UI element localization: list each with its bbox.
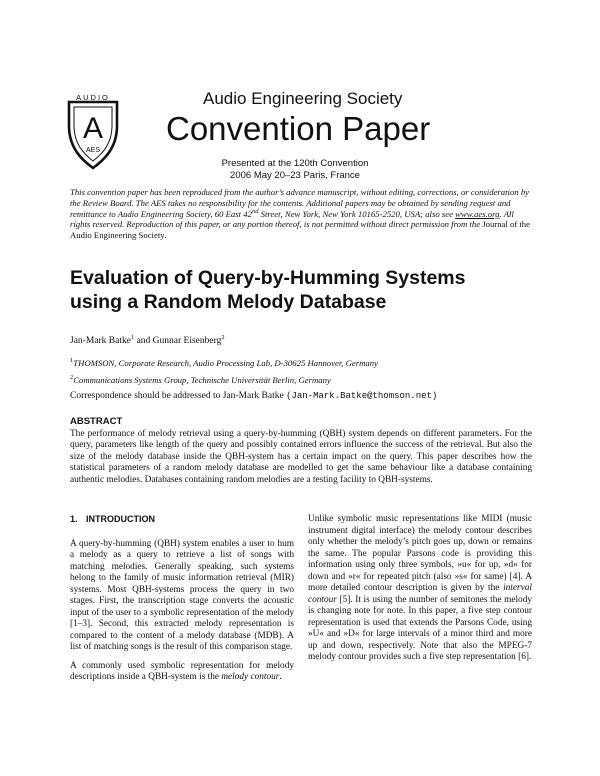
abstract-text: The performance of melody retrieval using a query-by-humming (QBH) system depends on different parameters. For the query, parameters like length of the query and possibly contained errors influence the success of the retrieval. But also the size of the melody database inside the QBH-system has a certain impact on the query. This paper describes how the statistical parameters of a random melody database are modelled to get the same behaviour like a database containing authentic melodies. Databases containing random melodies are a testing facility to QBH-systems. (70, 429, 532, 485)
affiliation-1: $^1$THOMSON, Corporate Research, Audio Processing Lab, D-30625 Hannover, Germany (70, 357, 378, 368)
correspondence: Correspondence should be addressed to Jan-Mark Batke (Jan-Mark.Batke@thomson.net) (70, 391, 438, 401)
aes-logo (66, 92, 120, 172)
convention-line: Presented at the 120th Convention (221, 158, 369, 169)
convention-info (180, 158, 410, 182)
affiliation-2: $^2$Communications Systems Group, Technische Universität Berlin, Germany (70, 374, 331, 385)
paragraph: Unlike symbolic music representations like MIDI (music instrument digital interface) the melody contour describes only whether the melody’s pitch goes up, down or remains the same. The popular Parsons code is providing this information using only three symbols, »u« for up, »d« for down and »r« for repeated pitch (also »s« for same) [4]. A more detailed contour description is given by the interval contour [5]. It is using the number of semitones the melody is changing note for note. In this paper, a five step contour representation is used that extends the Parsons Code, using »U« and »D« for large intervals of a minor third and more up and down, respectively. Note that also the MPEG-7 melody contour provides such a five step representation [6]. (308, 514, 532, 662)
abstract-heading: ABSTRACT (70, 416, 123, 427)
author-line: Jan-Mark Batke$^1$ and Gunnar Eisenberg$^2$ (70, 333, 225, 346)
email[interactable]: (Jan-Mark.Batke@thomson.net) (286, 391, 438, 401)
aes-link[interactable]: www.aes.org (455, 208, 500, 219)
paragraph: A query-by-humming (QBH) system enables a user to hum a melody as a query to retrieve a list of songs with matching melodies. Generally speaking, such systems belong to the family of music information retrieval (MIR) systems. Most QBH-systems process the query in two stages. First, the transcription stage converts the acoustic input of the user to a symbolic representation of the melody [1–3]. Second, this extracted melody representation is compared to the content of a melody database (MDB). A list of matching songs is the result of this comparison stage. (70, 538, 294, 652)
paragraph: A commonly used symbolic representation for melody descriptions inside a QBH-system is the melody contour. (70, 660, 294, 682)
logo-bottom-text: AES (85, 147, 101, 154)
left-column (70, 514, 294, 691)
logo-letter: A (82, 112, 104, 145)
right-column (308, 514, 532, 671)
convention-date-location: 2006 May 20–23 Paris, France (230, 170, 360, 181)
logo-top-text: AUDIO (76, 93, 110, 102)
paper-title: Evaluation of Query-by-Humming Systems using a Random Melody Database (70, 267, 466, 313)
society-name: Audio Engineering Society (203, 89, 403, 108)
section-heading: 1. INTRODUCTION (70, 514, 155, 524)
convention-paper-title: Convention Paper (166, 110, 431, 147)
author-name: Gunnar Eisenberg (152, 336, 222, 346)
disclaimer: This convention paper has been reproduced from the author’s advance manuscript, without editing, corrections, or consideration by the Review Board. The AES takes no responsibility for the contents. Additional papers may be obtained by sending request and remittance to Audio Engineering Society, 60 East 42nd Street, New York, New York 10165-2520, USA; also see www.aes.org. All rights reserved. Reproduction of this paper, or any portion thereof, is not permitted without direct permission from the Journal of the Audio Engineering Society. (70, 187, 531, 241)
author-name: Jan-Mark Batke (70, 336, 131, 346)
